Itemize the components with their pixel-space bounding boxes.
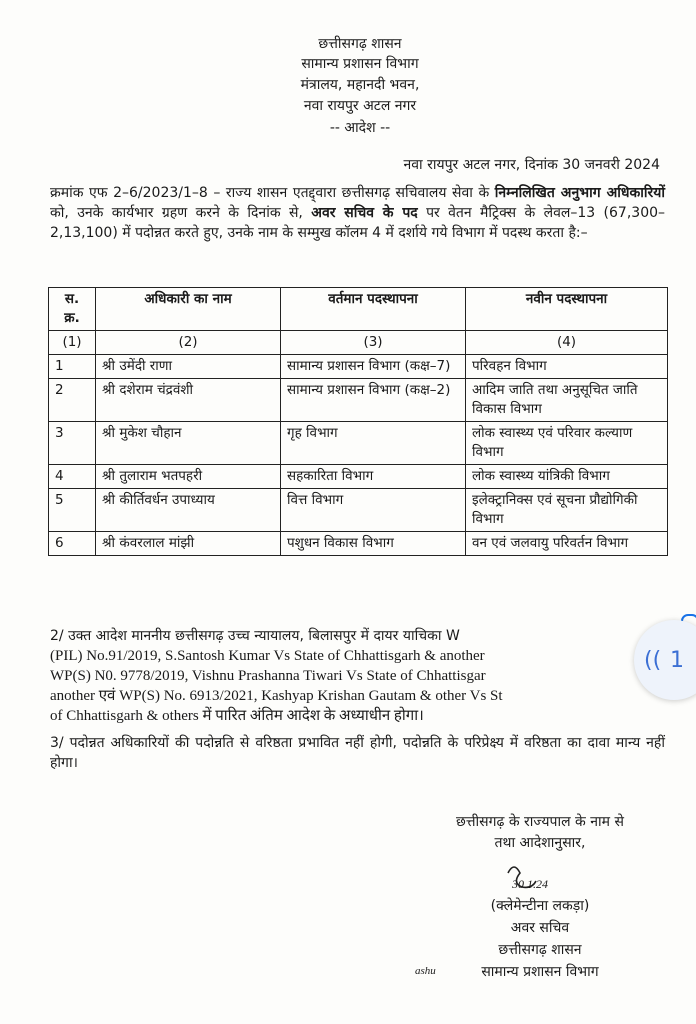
cell-new-posting: लोक स्वास्थ्य एवं परिवार कल्याण विभाग bbox=[466, 422, 668, 465]
table-row bbox=[49, 355, 668, 379]
para1-bold-2: अवर सचिव के पद bbox=[311, 205, 418, 221]
order-paragraph-2 bbox=[50, 626, 640, 726]
cell-new-posting: इलेक्ट्रानिक्स एवं सूचना प्रौद्योगिकी विभाग bbox=[466, 489, 668, 532]
cell-new-posting: आदिम जाति तथा अनुसूचित जाति विकास विभाग bbox=[466, 379, 668, 422]
cell-current-posting: गृह विभाग bbox=[281, 422, 466, 465]
signature-date: 30.1.24 bbox=[512, 877, 548, 891]
cell-sno: 2 bbox=[49, 379, 96, 422]
sound-wave-icon: (( bbox=[644, 648, 662, 673]
margin-initials: ashu bbox=[415, 965, 436, 977]
col-header-sno: स. क्र. bbox=[49, 288, 96, 331]
para1-bold-1: निम्नलिखित अनुभाग अधिकारियों bbox=[494, 185, 665, 201]
signatory-name: (क्लेमेन्टीना लकड़ा) bbox=[490, 898, 590, 914]
col-header-name: अधिकारी का नाम bbox=[96, 288, 281, 331]
table-header-row bbox=[49, 288, 668, 331]
col-number: (2) bbox=[96, 331, 281, 355]
para2-line: of Chhattisgarh & others में पारित अंतिम आदेश के अध्याधीन होगा। bbox=[50, 708, 424, 724]
col-number: (4) bbox=[466, 331, 668, 355]
para1-text-3: पर वेतन मैट्रिक्स के लेवल–13 (67,300–2,13,100) में पदोन्नत करते हुए, उनके नाम के सम्मुख कॉलम 4 में दर्शाये गये विभाग में पदस्थ करता है:– bbox=[50, 205, 666, 241]
signature-line-1: छत्तीसगढ़ के राज्यपाल के नाम से bbox=[456, 814, 624, 830]
cell-current-posting: पशुधन विकास विभाग bbox=[281, 532, 466, 556]
order-date: नवा रायपुर अटल नगर, दिनांक 30 जनवरी 2024 bbox=[403, 157, 660, 173]
cell-current-posting: सहकारिता विभाग bbox=[281, 465, 466, 489]
cell-current-posting: वित्त विभाग bbox=[281, 489, 466, 532]
para1-text-1: क्रमांक एफ 2–6/2023/1–8 – राज्य शासन एतद्द्वारा छत्तीसगढ़ सचिवालय सेवा के bbox=[50, 185, 495, 201]
cell-sno: 6 bbox=[49, 532, 96, 556]
floating-button-label: 1 bbox=[670, 648, 684, 673]
cell-current-posting: सामान्य प्रशासन विभाग (कक्ष–2) bbox=[281, 379, 466, 422]
cell-sno: 5 bbox=[49, 489, 96, 532]
cell-name: श्री तुलाराम भतपहरी bbox=[96, 465, 281, 489]
table-row bbox=[49, 379, 668, 422]
table-row bbox=[49, 532, 668, 556]
order-paragraph-3: 3/ पदोन्नत अधिकारियों की पदोन्नति से वरिष्ठता प्रभावित नहीं होगी, पदोन्नति के परिप्रेक्ष्य में वरिष्ठता का दावा मान्य नहीं होगा। bbox=[50, 735, 665, 771]
cell-name: श्री मुकेश चौहान bbox=[96, 422, 281, 465]
floating-accessibility-button[interactable] bbox=[634, 620, 696, 700]
header-department: सामान्य प्रशासन विभाग bbox=[301, 56, 419, 72]
cell-name: श्री उमेंदी राणा bbox=[96, 355, 281, 379]
table-number-row bbox=[49, 331, 668, 355]
table-row bbox=[49, 422, 668, 465]
col-number: (1) bbox=[49, 331, 96, 355]
cell-new-posting: परिवहन विभाग bbox=[466, 355, 668, 379]
cell-sno: 1 bbox=[49, 355, 96, 379]
cell-name: श्री कीर्तिवर्धन उपाध्याय bbox=[96, 489, 281, 532]
cell-sno: 4 bbox=[49, 465, 96, 489]
header-order-title: -- आदेश -- bbox=[329, 120, 391, 136]
cell-name: श्री कंवरलाल मांझी bbox=[96, 532, 281, 556]
cell-current-posting: सामान्य प्रशासन विभाग (कक्ष–7) bbox=[281, 355, 466, 379]
table-row bbox=[49, 465, 668, 489]
para2-line: (PIL) No.91/2019, S.Santosh Kumar Vs State of Chhattisgarh & another bbox=[50, 648, 485, 664]
para1-text-2: को, उनके कार्यभार ग्रहण करने के दिनांक से, bbox=[50, 205, 312, 221]
header-city: नवा रायपुर अटल नगर bbox=[303, 98, 417, 114]
para2-line: another एवं WP(S) No. 6913/2021, Kashyap Krishan Gautam & other Vs St bbox=[50, 688, 503, 704]
cell-name: श्री दशेराम चंद्रवंशी bbox=[96, 379, 281, 422]
col-number: (3) bbox=[281, 331, 466, 355]
para2-line: 2/ उक्त आदेश माननीय छत्तीसगढ़ उच्च न्यायालय, बिलासपुर में दायर याचिका W bbox=[50, 628, 460, 644]
signatory-office: छत्तीसगढ़ शासन bbox=[498, 942, 582, 958]
order-paragraph-1 bbox=[50, 183, 665, 243]
header-govt: छत्तीसगढ़ शासन bbox=[318, 36, 402, 52]
col-header-new-posting: नवीन पदस्थापना bbox=[466, 288, 668, 331]
cell-new-posting: लोक स्वास्थ्य यांत्रिकी विभाग bbox=[466, 465, 668, 489]
promotion-table bbox=[48, 287, 668, 556]
cell-new-posting: वन एवं जलवायु परिवर्तन विभाग bbox=[466, 532, 668, 556]
para2-line: WP(S) N0. 9778/2019, Vishnu Prashanna Tiwari Vs State of Chhattisgar bbox=[50, 668, 486, 684]
header-ministry: मंत्रालय, महानदी भवन, bbox=[300, 77, 420, 93]
col-header-current-posting: वर्तमान पदस्थापना bbox=[281, 288, 466, 331]
signature-line-2: तथा आदेशानुसार, bbox=[494, 835, 586, 851]
signatory-designation: अवर सचिव bbox=[510, 920, 570, 936]
table-row bbox=[49, 489, 668, 532]
signatory-department: सामान्य प्रशासन विभाग bbox=[481, 964, 599, 980]
cell-sno: 3 bbox=[49, 422, 96, 465]
